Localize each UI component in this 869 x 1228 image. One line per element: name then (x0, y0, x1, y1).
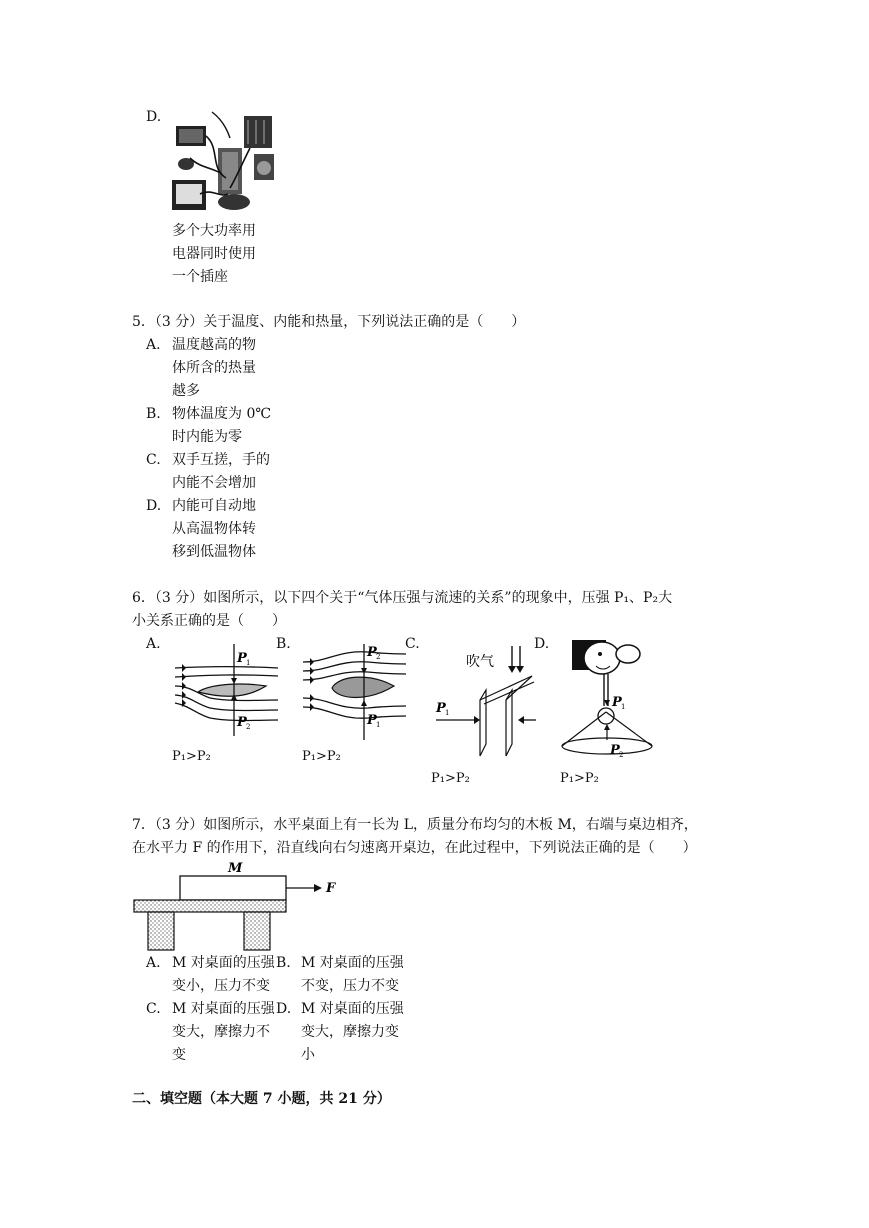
q6-option-a-label: A. (146, 636, 161, 652)
q7-option-d-label: D. (276, 1001, 292, 1017)
q5-option-d-label: D. (146, 498, 162, 514)
q6-option-b-caption: P₁>P₂ (302, 749, 341, 764)
q6-b-p2-sub: 2 (376, 653, 381, 661)
q7-option-a-label: A. (146, 955, 161, 971)
q7-option-c-line3: 变 (172, 1047, 186, 1063)
q6-d-p2-sub: 2 (619, 751, 624, 759)
appliances-image (170, 108, 278, 218)
q5-option-a-label: A. (146, 337, 161, 353)
q5-option-c-label: C. (146, 452, 161, 468)
q7-option-c-label: C. (146, 1001, 161, 1017)
q5-option-b-label: B. (146, 406, 161, 422)
q5-option-b-line1: 物体温度为 0℃ (172, 406, 272, 422)
q7-stem-line1: 7．（3 分）如图所示，水平桌面上有一长为 L，质量分布均匀的木板 M，右端与桌边相齐， (132, 817, 698, 833)
q7-option-c-line2: 变大，摩擦力不 (172, 1024, 270, 1040)
q5-option-c-line1: 双手互搓，手的 (172, 452, 270, 468)
q6-d-p1-label: P (612, 695, 622, 710)
q6-b-p1-sub: 1 (376, 721, 381, 729)
q6-option-d-caption: P₁>P₂ (560, 771, 599, 786)
q5-option-c-line2: 内能不会增加 (172, 475, 256, 491)
q7-stem-line2: 在水平力 F 的作用下，沿直线向右匀速离开桌边，在此过程中，下列说法正确的是（ ） (132, 840, 697, 856)
q7-option-d-line2: 变大，摩擦力变 (301, 1024, 399, 1040)
q5-option-d-line3: 移到低温物体 (172, 544, 256, 560)
section-2-title: 二、填空题（本大题 7 小题，共 21 分） (132, 1091, 391, 1107)
q6-a-p2-sub: 2 (246, 723, 251, 731)
q6-d-p2-label: P (610, 743, 620, 758)
q4-option-d-label: D. (146, 109, 162, 125)
q6-option-a-caption: P₁>P₂ (172, 749, 211, 764)
q4-option-d-caption-3: 一个插座 (172, 269, 228, 285)
q7-figure (130, 856, 360, 952)
q6-d-p1-sub: 1 (621, 703, 626, 711)
q5-option-d-line2: 从高温物体转 (172, 521, 256, 537)
q7-option-a-line2: 变小，压力不变 (172, 978, 270, 994)
q4-option-d-caption-1: 多个大功率用 (172, 223, 256, 239)
q6-b-p2-label: P (367, 645, 377, 660)
q6-option-c-label: C. (405, 636, 420, 652)
q6-a-p1-sub: 1 (246, 659, 251, 667)
q6-figure-c (428, 640, 538, 762)
q7-m-label: M (228, 861, 243, 876)
q7-option-b-line2: 不变，压力不变 (301, 978, 399, 994)
q6-c-p1-sub: 1 (445, 709, 450, 717)
q4-option-d-caption-2: 电器同时使用 (172, 246, 256, 262)
q6-option-d-label: D. (534, 636, 550, 652)
q6-figure-d (552, 634, 662, 764)
q6-figure-b (298, 640, 408, 742)
q7-option-c-line1: M 对桌面的压强 (172, 1001, 275, 1017)
q5-option-a-line1: 温度越高的物 (172, 337, 256, 353)
q6-option-c-caption: P₁>P₂ (431, 771, 470, 786)
q5-option-a-line2: 体所含的热量 (172, 360, 256, 376)
q7-f-label: F (326, 881, 336, 896)
q5-stem: 5．（3 分）关于温度、内能和热量，下列说法正确的是（ ） (132, 314, 526, 330)
q6-a-p2-label: P (237, 715, 247, 730)
q6-option-b-label: B. (276, 636, 291, 652)
q6-c-p1-label: P (436, 701, 446, 716)
q6-figure-a (170, 640, 280, 742)
q6-b-p1-label: P (367, 713, 377, 728)
q6-c-blow-label: 吹气 (466, 654, 494, 670)
q6-a-p1-label: P (237, 651, 247, 666)
q7-option-b-line1: M 对桌面的压强 (301, 955, 404, 971)
q5-option-a-line3: 越多 (172, 383, 200, 399)
q6-stem-line2: 小关系正确的是（ ） (132, 613, 286, 629)
q7-option-a-line1: M 对桌面的压强 (172, 955, 275, 971)
q6-stem-line1: 6．（3 分）如图所示，以下四个关于“气体压强与流速的关系”的现象中，压强 P₁、P₂大 (132, 590, 673, 606)
q7-option-d-line1: M 对桌面的压强 (301, 1001, 404, 1017)
q7-option-d-line3: 小 (301, 1047, 315, 1063)
q5-option-d-line1: 内能可自动地 (172, 498, 256, 514)
q7-option-b-label: B. (276, 955, 291, 971)
q5-option-b-line2: 时内能为零 (172, 429, 242, 445)
